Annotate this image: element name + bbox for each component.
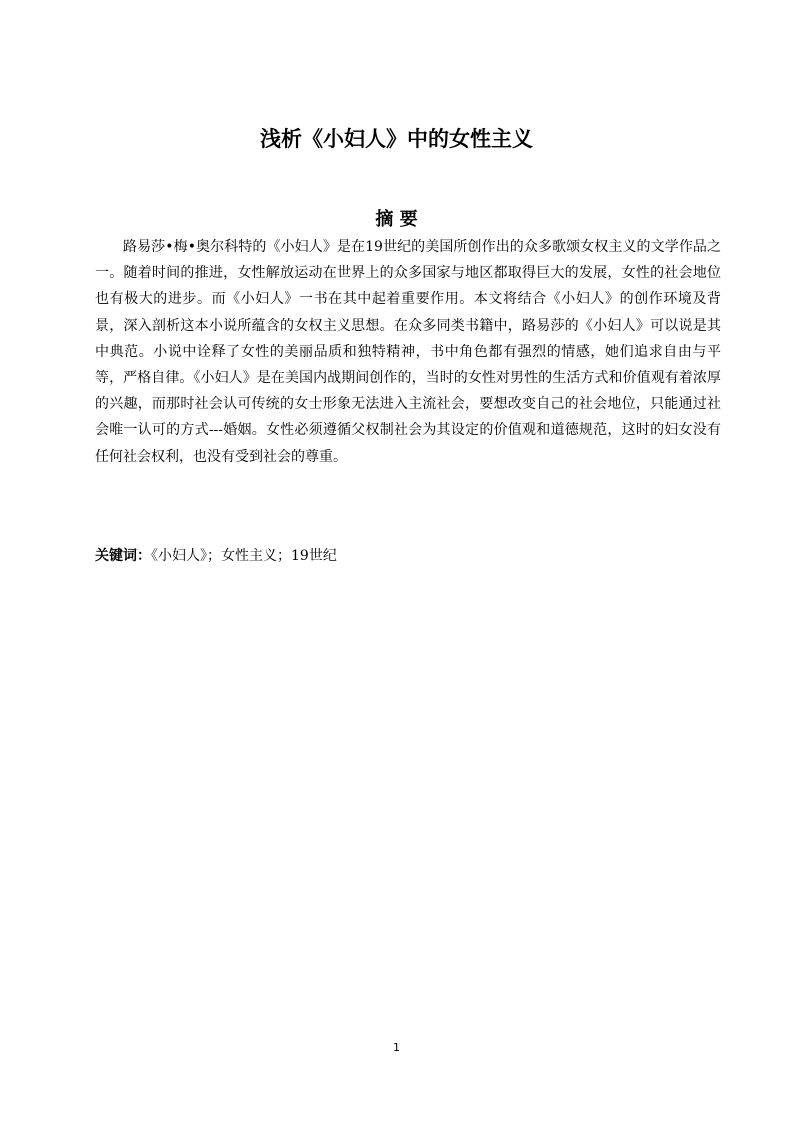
abstract-body: 路易莎•梅•奥尔科特的《小妇人》是在19世纪的美国所创作出的众多歌颂女权主义的文学作品之一。随着时间的推进，女性解放运动在世界上的众多国家与地区都取得巨大的发展，女性的社会地位也有极大的进步。而《小妇人》一书在其中起着重要作用。本文将结合《小妇人》的创作环境及背景，深入剖析这本小说所蕴含的女权主义思想。在众多同类书籍中，路易莎的《小妇人》可以说是其中典范。小说中诠释了女性的美丽品质和独特精神，书中角色都有强烈的情感，她们追求自由与平等，严格自律。《小妇人》是在美国内战期间创作的，当时的女性对男性的生活方式和价值观有着浓厚的兴趣，而那时社会认可传统的女士形象无法进入主流社会，要想改变自己的社会地位，只能通过社会唯一认可的方式---婚姻。女性必须遵循父权制社会为其设定的价值观和道德规范，这时的妇女没有任何社会权利，也没有受到社会的尊重。 [95, 239, 721, 465]
keywords-line [95, 543, 721, 569]
keywords-label: 关键词： [95, 548, 151, 564]
abstract-heading: 摘 要 [375, 209, 418, 230]
page-number: 1 [393, 1041, 400, 1054]
keywords-value: 《小妇人》；女性主义；19世纪 [151, 548, 337, 564]
document-title: 浅析《小妇人》中的女性主义 [260, 127, 533, 151]
